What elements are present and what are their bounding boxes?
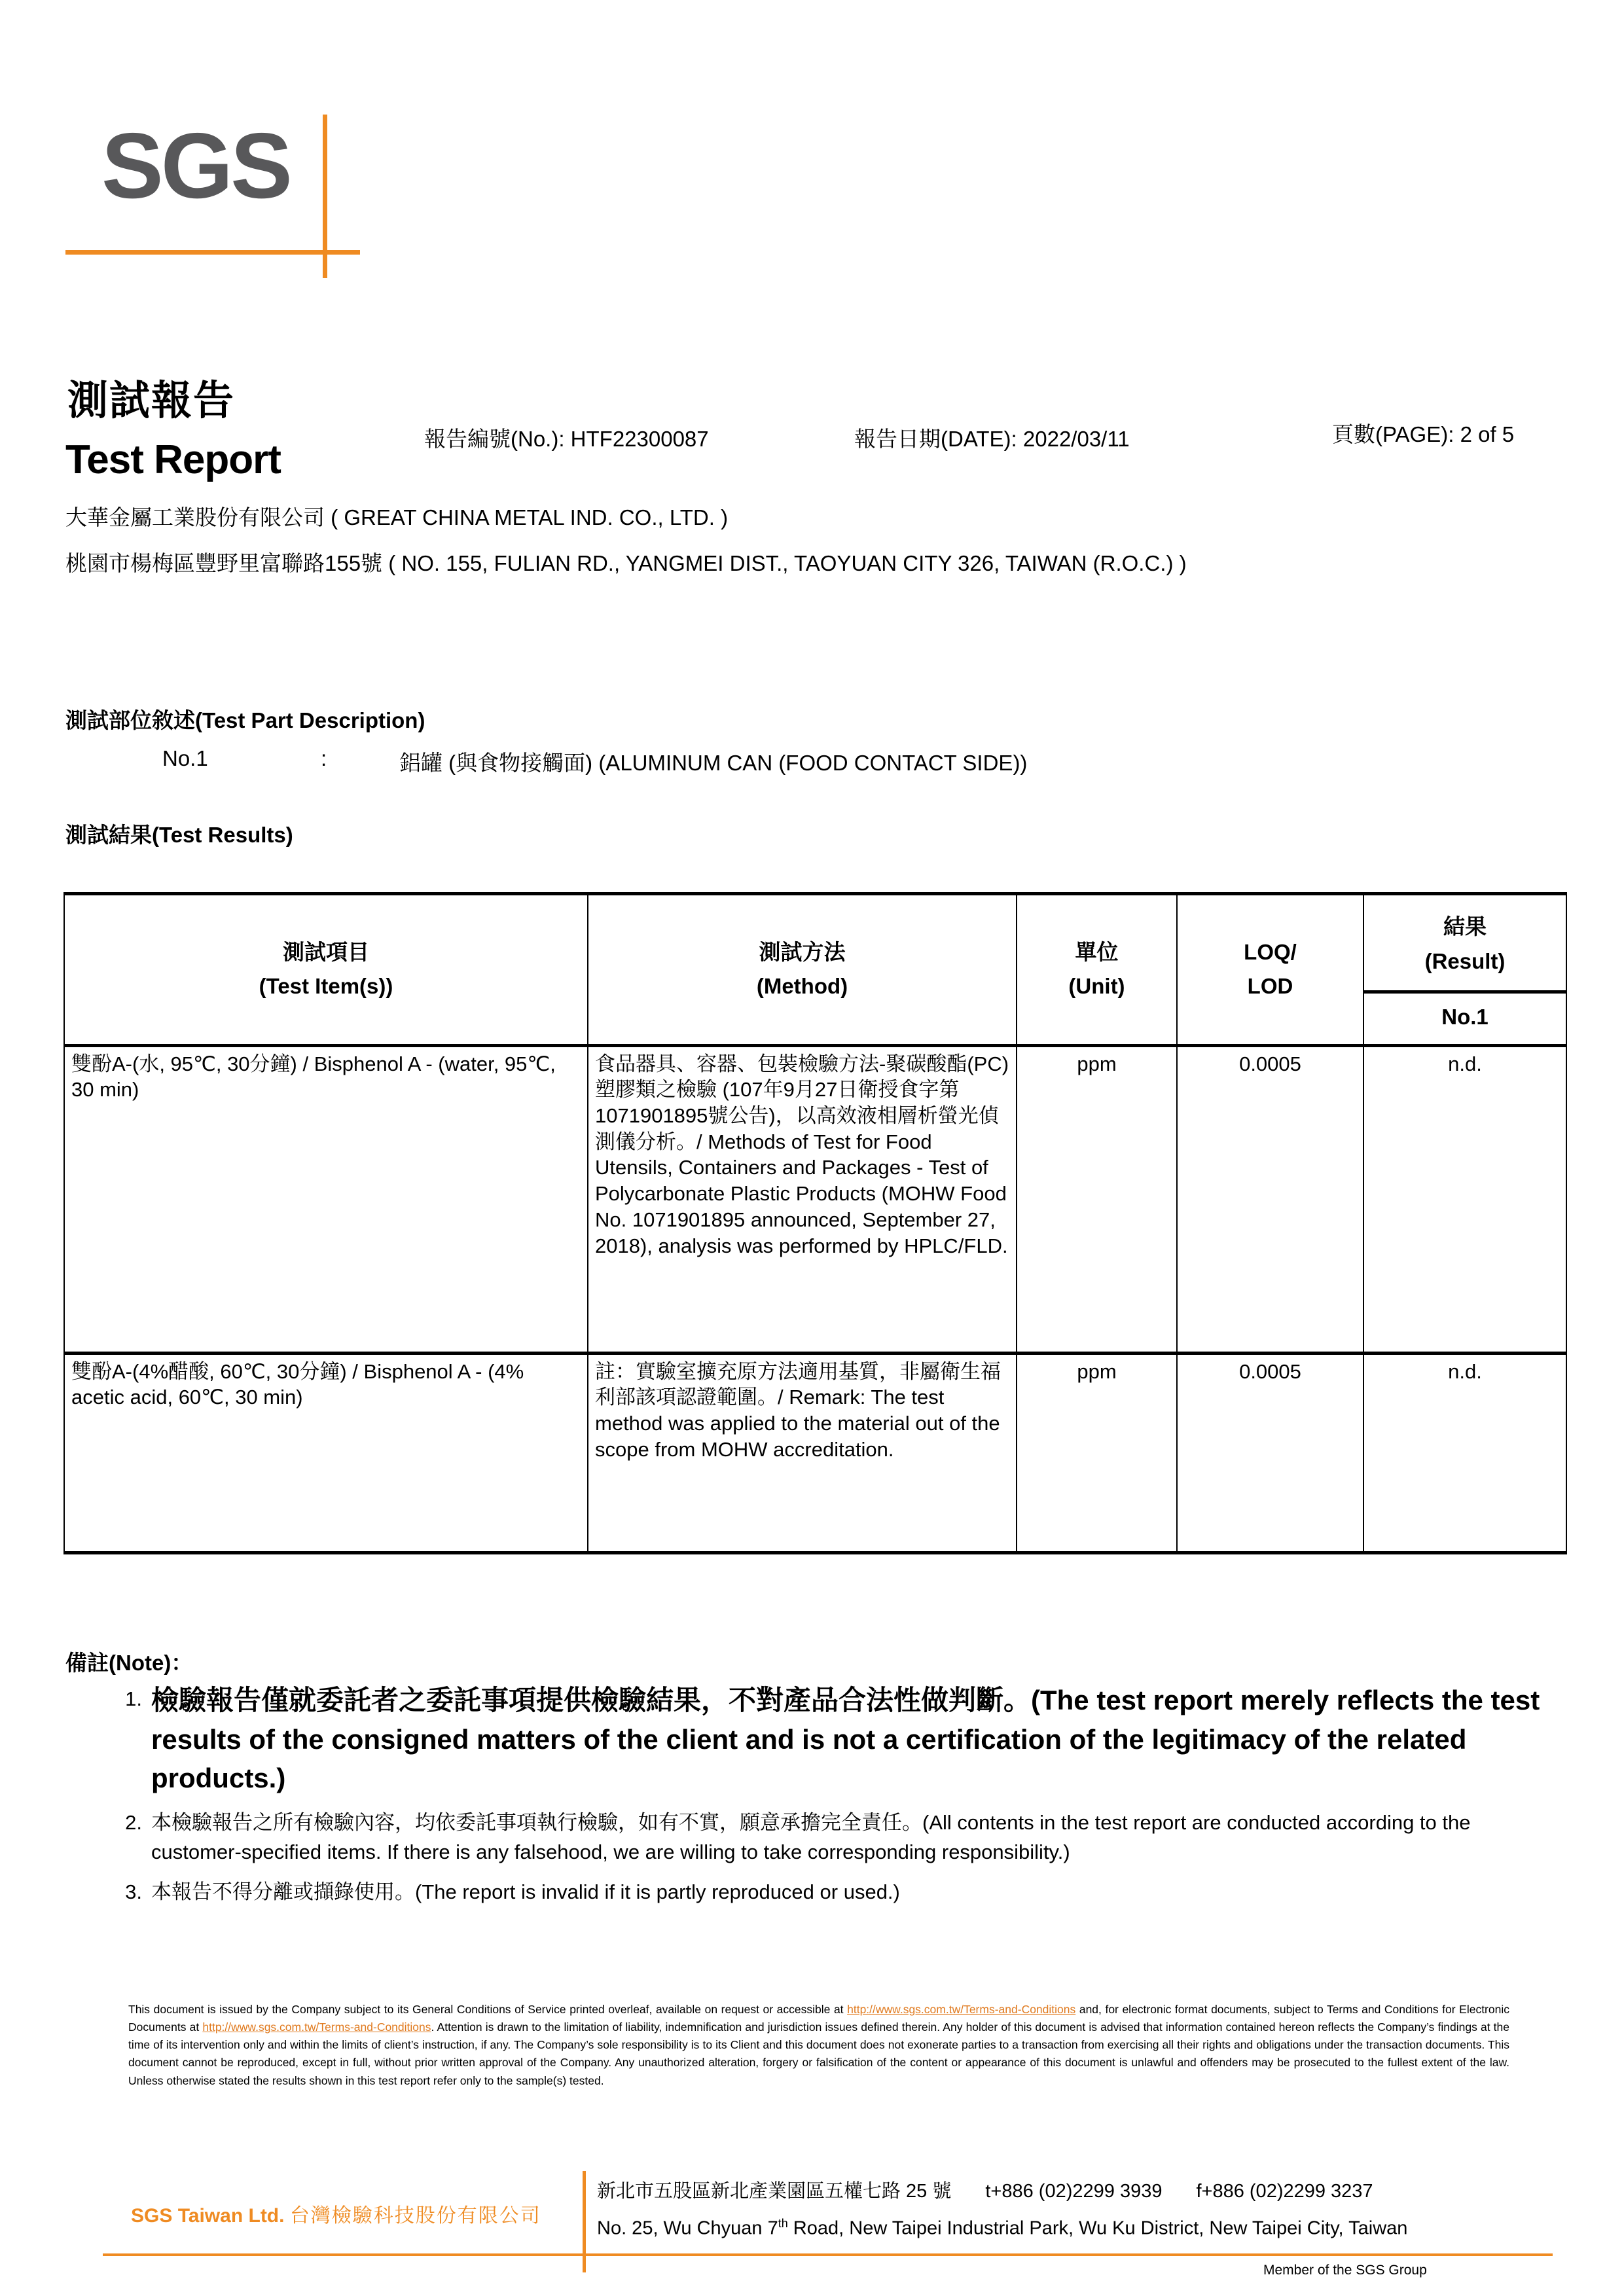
column-header-unit-zh: 單位 bbox=[1075, 939, 1119, 964]
test-results-heading: 測試結果(Test Results) bbox=[65, 823, 293, 847]
column-header-result bbox=[1363, 894, 1566, 1046]
column-header-method-en: (Method) bbox=[756, 974, 848, 999]
sgs-taiwan-name-zh: 台灣檢驗科技股份有限公司 bbox=[289, 2205, 541, 2227]
test-results-table bbox=[63, 892, 1567, 1554]
sgs-taiwan-name-en: SGS Taiwan Ltd. bbox=[131, 2205, 285, 2227]
disclaimer-part3: . Attention is drawn to the limitation of liability, indemnification and jurisdiction issues defined therein. Any holder of this document is advised that information contained hereon reflects the Company’s findings at the time of its intervention only and within the limits of client’s instruction, if any. The Company’s sole responsibility is to its Client and this document does not exonerate parties to a transaction from exercising all their rights and obligations under the transaction documents. This document cannot be reproduced, except in full, without prior written approval of the Company. Any unauthorized alteration, forgery or falsification of the content or appearance of this document is unlawful and offenders may be prosecuted to the fullest extent of the law. Unless otherwise stated the results shown in this test report refer only to the sample(s) tested. bbox=[128, 2020, 1510, 2087]
report-date-label: 報告日期(DATE): bbox=[854, 427, 1023, 451]
footer-telephone: t+886 (02)2299 3939 bbox=[985, 2181, 1163, 2202]
report-number bbox=[424, 422, 709, 453]
disclaimer-part1: This document is issued by the Company subject to its General Conditions of Service printed overleaf, available on request or accessible at bbox=[128, 2003, 848, 2016]
column-header-unit-en: (Unit) bbox=[1068, 974, 1125, 999]
column-header-loq bbox=[1177, 894, 1363, 1046]
cell-test-item: 雙酚A-(水, 95℃, 30分鐘) / Bisphenol A - (water, 95℃, 30 min) bbox=[64, 1045, 588, 1353]
column-header-result-sample: No.1 bbox=[1441, 1005, 1489, 1029]
note-item-1 bbox=[121, 1681, 1548, 1798]
footer-member-note: Member of the SGS Group bbox=[1263, 2263, 1427, 2278]
client-name: 大華金屬工業股份有限公司 ( GREAT CHINA METAL IND. CO., LTD. ) bbox=[65, 505, 729, 529]
note-item-2 bbox=[121, 1808, 1548, 1867]
sgs-logo bbox=[101, 115, 376, 298]
report-date bbox=[854, 422, 1130, 453]
note-number-1: 1. bbox=[125, 1687, 142, 1710]
footer-vertical-rule bbox=[583, 2171, 586, 2272]
cell-method: 食品器具、容器、包裝檢驗方法-聚碳酸酯(PC)塑膠類之檢驗 (107年9月27日衛授食字第1071901895號公告)，以高效液相層析螢光偵測儀分析。/ Methods of Test for Food Utensils, Containers and Packages - Test of Polycarbonate Plastic Products (MOHW Food No. 1071901895 announced, September 27, 2018), analysis was performed by HPLC/FLD. bbox=[588, 1045, 1017, 1353]
cell-loq: 0.0005 bbox=[1177, 1353, 1363, 1552]
column-header-unit bbox=[1017, 894, 1177, 1046]
report-title-english: Test Report bbox=[65, 437, 281, 482]
notes-heading: 備註(Note)： bbox=[65, 1651, 193, 1675]
footer-address-zh-text: 新北市五股區新北產業園區五權七路 25 號 bbox=[597, 2181, 952, 2202]
report-page bbox=[1332, 418, 1514, 448]
column-header-result-en: (Result) bbox=[1424, 948, 1506, 973]
cell-loq: 0.0005 bbox=[1177, 1045, 1363, 1353]
table-row bbox=[64, 1353, 1566, 1552]
footer-address-en-post: Road, New Taipei Industrial Park, Wu Ku District, New Taipei City, Taiwan bbox=[787, 2217, 1408, 2239]
note-number-2: 2. bbox=[125, 1810, 142, 1834]
column-header-loq-line1: LOQ/ bbox=[1244, 939, 1297, 964]
column-header-method bbox=[588, 894, 1017, 1046]
sgs-taiwan-entity bbox=[131, 2199, 541, 2228]
cell-test-item: 雙酚A-(4%醋酸, 60℃, 30分鐘) / Bisphenol A - (4% acetic acid, 60℃, 30 min) bbox=[64, 1353, 588, 1552]
disclaimer-part2: and, for electronic format documents, subject to Terms and Conditions for Electronic Documents at bbox=[128, 2003, 1509, 2034]
table-body bbox=[64, 1045, 1566, 1552]
note-text-1: 檢驗報告僅就委託者之委託事項提供檢驗結果，不對產品合法性做判斷。(The test report merely reflects the test results of the consigned matters of the client and is not a certification of the legitimacy of the related products.) bbox=[151, 1685, 1540, 1794]
test-part-value: 鋁罐 (與食物接觸面) (ALUMINUM CAN (FOOD CONTACT SIDE)) bbox=[399, 751, 1028, 775]
test-part-description-heading: 測試部位敘述(Test Part Description) bbox=[65, 708, 425, 732]
table-row bbox=[64, 1045, 1566, 1353]
report-number-value: HTF22300087 bbox=[570, 427, 709, 451]
note-item-3 bbox=[121, 1878, 1548, 1907]
logo-horizontal-rule bbox=[65, 250, 360, 255]
report-date-value: 2022/03/11 bbox=[1022, 427, 1130, 451]
notes-list bbox=[121, 1681, 1548, 1918]
column-header-result-top bbox=[1364, 895, 1566, 994]
footer-address-chinese bbox=[597, 2176, 1373, 2203]
column-header-loq-line2: LOD bbox=[1247, 974, 1293, 999]
report-title-chinese: 測試報告 bbox=[67, 378, 236, 423]
cell-result: n.d. bbox=[1363, 1045, 1566, 1353]
column-header-test-item-en: (Test Item(s)) bbox=[259, 974, 393, 999]
terms-and-conditions-link-1[interactable]: http://www.sgs.com.tw/Terms-and-Conditions bbox=[847, 2003, 1076, 2016]
note-number-3: 3. bbox=[125, 1880, 142, 1903]
legal-disclaimer bbox=[128, 2001, 1509, 2090]
terms-and-conditions-link-2[interactable]: http://www.sgs.com.tw/Terms-and-Conditions bbox=[202, 2020, 431, 2034]
table-header bbox=[64, 894, 1566, 1046]
report-page-value: 2 of 5 bbox=[1460, 422, 1515, 446]
footer-address-en-pre: No. 25, Wu Chyuan 7 bbox=[597, 2217, 778, 2239]
client-address: 桃園市楊梅區豐野里富聯路155號 ( NO. 155, FULIAN RD., YANGMEI DIST., TAOYUAN CITY 326, TAIWAN (R.O.C.) ) bbox=[65, 551, 1187, 575]
report-page-label: 頁數(PAGE): bbox=[1332, 422, 1460, 446]
column-header-result-zh: 結果 bbox=[1443, 914, 1487, 939]
cell-unit: ppm bbox=[1017, 1045, 1177, 1353]
footer-address-english bbox=[597, 2217, 1407, 2240]
cell-method: 註：實驗室擴充原方法適用基質，非屬衛生福利部該項認證範圍。/ Remark: The test method was applied to the material out of the scope from MOHW accreditation. bbox=[588, 1353, 1017, 1552]
report-number-label: 報告編號(No.): bbox=[424, 427, 571, 451]
test-part-colon: : bbox=[321, 746, 327, 770]
note-text-2: 本檢驗報告之所有檢驗內容，均依委託事項執行檢驗，如有不實，願意承擔完全責任。(All contents in the test report are conducted according to the customer-specified items. If there is any falsehood, we are willing to take corresponding responsibility.) bbox=[151, 1810, 1471, 1863]
cell-result: n.d. bbox=[1363, 1353, 1566, 1552]
footer-fax: f+886 (02)2299 3237 bbox=[1196, 2181, 1373, 2202]
sgs-logo-text: SGS bbox=[101, 114, 290, 218]
column-header-method-zh: 測試方法 bbox=[759, 939, 846, 964]
column-header-test-item-zh: 測試項目 bbox=[283, 939, 369, 964]
column-header-test-item bbox=[64, 894, 588, 1046]
note-text-3: 本報告不得分離或擷錄使用。(The report is invalid if it is partly reproduced or used.) bbox=[151, 1880, 900, 1903]
footer-address-ordinal: th bbox=[778, 2217, 788, 2230]
cell-unit: ppm bbox=[1017, 1353, 1177, 1552]
test-part-no: No.1 bbox=[162, 746, 208, 770]
footer-horizontal-rule bbox=[103, 2253, 1553, 2256]
table-header-row bbox=[64, 894, 1566, 1046]
